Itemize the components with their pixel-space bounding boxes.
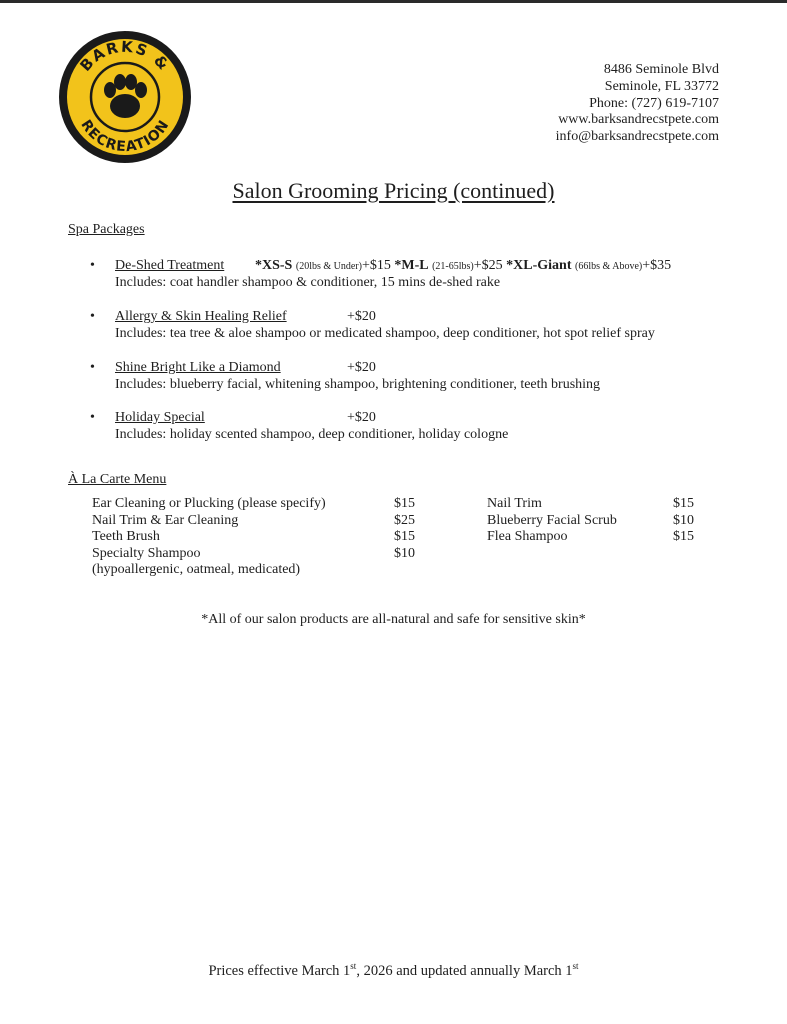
menu-item: Ear Cleaning or Plucking (please specify) xyxy=(92,496,326,511)
menu-row xyxy=(92,546,432,563)
footer-sup-2: st xyxy=(572,961,579,971)
menu-price: $10 xyxy=(394,545,415,561)
menu-item: Nail Trim & Ear Cleaning xyxy=(92,512,239,528)
footer-text-1: Prices effective March 1 xyxy=(208,962,351,979)
products-note: *All of our salon products are all-natural and safe for sensitive skin* xyxy=(201,612,586,627)
tier3-price: +$35 xyxy=(642,258,672,273)
menu-row xyxy=(487,496,707,513)
menu-item: Blueberry Facial Scrub xyxy=(487,512,617,528)
menu-price: $15 xyxy=(673,529,694,545)
address-block xyxy=(556,62,719,146)
tier3-range: (66lbs & Above) xyxy=(575,261,643,272)
alacarte-left-column xyxy=(92,496,432,579)
tier2-range: (21-65lbs) xyxy=(432,261,474,272)
email-link[interactable]: info@barksandrecstpete.com xyxy=(555,129,719,145)
menu-item: Nail Trim xyxy=(487,496,542,511)
bullet: • xyxy=(90,360,95,375)
menu-row xyxy=(92,529,432,546)
menu-item: (hypoallergenic, oatmeal, medicated) xyxy=(92,562,301,578)
top-border xyxy=(0,0,787,3)
package-holiday xyxy=(90,409,750,443)
menu-price: $25 xyxy=(394,512,415,528)
tier1-label: *XS-S xyxy=(255,258,293,273)
page-title: Salon Grooming Pricing (continued) xyxy=(232,178,555,203)
alacarte-right-column xyxy=(487,496,707,546)
package-name: Holiday Special xyxy=(115,410,205,425)
menu-row xyxy=(487,513,707,530)
package-deshed xyxy=(90,257,750,291)
package-price: +$20 xyxy=(347,309,376,324)
website-link[interactable]: www.barksandrecstpete.com xyxy=(558,112,719,128)
street-address: 8486 Seminole Blvd xyxy=(603,62,719,77)
package-includes: Includes: holiday scented shampoo, deep conditioner, holiday cologne xyxy=(115,427,509,442)
package-allergy xyxy=(90,308,750,342)
logo-top-text: BARKS & xyxy=(76,37,174,75)
size-tiers xyxy=(255,257,671,275)
package-includes: Includes: blueberry facial, whitening shampoo, brightening conditioner, teeth brushing xyxy=(115,377,601,392)
bullet: • xyxy=(90,258,95,273)
package-shine xyxy=(90,359,750,393)
menu-item: Flea Shampoo xyxy=(487,529,568,545)
prices-effective-footer xyxy=(0,961,787,980)
menu-row xyxy=(92,513,432,530)
tier1-price: +$15 xyxy=(361,258,391,273)
tier3-label: *XL-Giant xyxy=(506,258,572,273)
bullet: • xyxy=(90,410,95,425)
tier2-label: *M-L xyxy=(394,258,429,273)
menu-item: Teeth Brush xyxy=(92,529,160,545)
package-includes: Includes: tea tree & aloe shampoo or medicated shampoo, deep conditioner, hot spot relief spray xyxy=(115,326,655,341)
footer-sup-1: st xyxy=(350,961,357,971)
barks-recreation-logo xyxy=(58,30,192,164)
menu-item: Specialty Shampoo xyxy=(92,545,201,561)
city-state-zip: Seminole, FL 33772 xyxy=(604,78,719,94)
menu-price: $15 xyxy=(673,496,694,511)
tier1-range: (20lbs & Under) xyxy=(295,261,362,272)
package-price: +$20 xyxy=(347,360,376,375)
bullet: • xyxy=(90,309,95,324)
package-price: +$20 xyxy=(347,410,376,425)
menu-row xyxy=(92,562,432,579)
spa-packages-heading: Spa Packages xyxy=(68,222,145,237)
menu-price: $15 xyxy=(394,529,415,545)
tier2-price: +$25 xyxy=(473,258,503,273)
menu-row xyxy=(487,529,707,546)
package-name: De-Shed Treatment xyxy=(115,258,225,273)
logo-bottom-text: RECREATION xyxy=(77,117,173,156)
package-name: Allergy & Skin Healing Relief xyxy=(115,309,287,324)
menu-row xyxy=(92,496,432,513)
package-includes: Includes: coat handler shampoo & conditioner, 15 mins de-shed rake xyxy=(115,275,501,290)
alacarte-heading: À La Carte Menu xyxy=(68,472,167,487)
menu-price: $10 xyxy=(673,512,694,528)
footer-text-2: , 2026 and updated annually March 1 xyxy=(356,962,573,979)
phone-number: Phone: (727) 619-7107 xyxy=(589,95,719,111)
menu-price: $15 xyxy=(394,496,415,511)
package-name: Shine Bright Like a Diamond xyxy=(115,360,281,375)
